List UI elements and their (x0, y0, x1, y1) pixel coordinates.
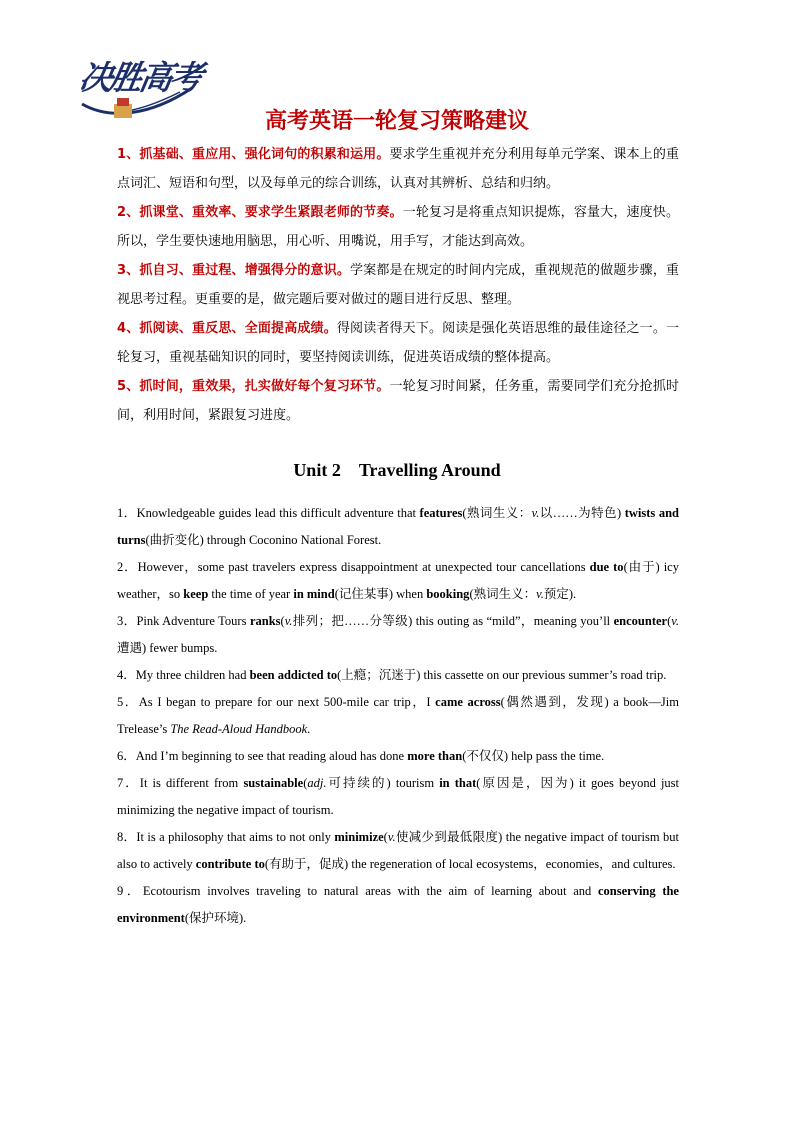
tip-lead: 2、抓课堂、重效率、要求学生紧跟老师的节奏。 (117, 205, 403, 220)
sentence-item (117, 662, 679, 689)
sentence-text: . (307, 722, 311, 736)
key-phrase: came across (435, 695, 501, 709)
sentence-text: 使减少到最低限度) the negative impact of tourism but also to actively (117, 830, 679, 871)
sentence-item (117, 689, 679, 743)
sentence-text: (不仅仅) help pass the time. (462, 749, 605, 763)
tip-item (117, 372, 679, 430)
italic-text: v. (536, 587, 544, 601)
sentence-item (117, 500, 679, 554)
tip-body: 得阅读者得天下。阅读是强化英语思维的最佳途径之一。一轮复习，重视基础知识的同时，要坚持阅读训练，促进英语成绩的整体提高。 (117, 321, 679, 365)
sentence-item (117, 878, 679, 932)
sentence-text: 6．And I’m beginning to see that reading aloud has done (117, 749, 408, 763)
sentence-text: (由于) icy weather，so (117, 560, 679, 601)
key-phrase: due to (589, 560, 624, 574)
sentence-text: 8．It is a philosophy that aims to not only (117, 830, 335, 844)
key-phrase: contribute to (195, 857, 265, 871)
key-phrase: booking (426, 587, 470, 601)
italic-text: v. (284, 614, 293, 628)
sentence-text: ( (303, 776, 308, 790)
logo-wordmark: 决胜高考 (76, 58, 204, 97)
unit-title: Unit 2 Travelling Around (293, 460, 501, 480)
sentence-text: the time of year (208, 587, 294, 601)
italic-text: adj. (307, 776, 327, 790)
sentence-item (117, 770, 679, 824)
sentence-text: ( (383, 830, 388, 844)
sentence-text: 7．It is different from (117, 776, 244, 790)
key-phrase: sustainable (243, 776, 304, 790)
sentence-text: (原因是，因为) it goes beyond just minimizing the negative impact of tourism. (117, 776, 680, 817)
sentence-text: (熟词生义： (462, 506, 532, 520)
tip-lead: 3、抓自习、重过程、增强得分的意识。 (117, 263, 351, 278)
sentence-text: (保护环境). (184, 911, 247, 925)
key-phrase: encounter (613, 614, 668, 628)
key-phrase: ranks (249, 614, 281, 628)
key-phrase: minimize (334, 830, 384, 844)
sentence-item (117, 743, 679, 770)
sentence-text: (熟词生义： (469, 587, 537, 601)
italic-text: v. (531, 506, 540, 520)
sentence-text: 预定). (543, 587, 577, 601)
sentence-text: 4．My three children had (117, 668, 250, 682)
tip-item (117, 140, 679, 198)
italic-text: The Read-Aloud Handbook (170, 722, 308, 736)
sentence-text: ( (667, 614, 672, 628)
sentence-text: 5．As I began to prepare for our next 500-mile car trip，I (117, 695, 436, 709)
sentence-text: (曲折变化) through Coconino National Forest. (145, 533, 382, 547)
tip-item (117, 256, 679, 314)
key-phrase: conserving the environment (117, 884, 679, 925)
tip-lead: 1、抓基础、重应用、强化词句的积累和运用。 (117, 147, 390, 162)
sentence-text: ( (280, 614, 285, 628)
sentence-text: 1．Knowledgeable guides lead this difficult adventure that (117, 506, 420, 520)
key-phrase: twists and turns (117, 506, 679, 547)
tip-item (117, 314, 679, 372)
key-phrase: keep (183, 587, 209, 601)
tip-body: 一轮复习时间紧，任务重，需要同学们充分抢抓时间，利用时间，紧跟复习进度。 (117, 379, 679, 423)
tip-body: 要求学生重视并充分利用每单元学案、课本上的重点词汇、短语和句型，以及每单元的综合训练，认真对其辨析、总结和归纳。 (117, 147, 679, 191)
strategy-tips (117, 140, 679, 430)
sentence-text: (有助于，促成) the regeneration of local ecosystems，economies，and cultures. (264, 857, 676, 871)
key-phrase: more than (407, 749, 463, 763)
sentence-text: (记住某事) when (334, 587, 427, 601)
key-phrase: in mind (293, 587, 335, 601)
sentence-text: 以……为特色) (539, 506, 625, 520)
sentence-text: 可持续的) tourism (326, 776, 440, 790)
italic-text: v. (671, 614, 680, 628)
sentence-list (117, 500, 679, 932)
sentence-item (117, 608, 679, 662)
sentence-text: 9．Ecotourism involves traveling to natural areas with the aim of learning about and (117, 884, 598, 898)
sentence-text: (上瘾；沉迷于) this cassette on our previous summer’s road trip. (337, 668, 667, 682)
sentence-item (117, 824, 679, 878)
page-title: 高考英语一轮复习策略建议 (264, 109, 529, 134)
tip-body: 一轮复习是将重点知识提炼，容量大，速度快。所以，学生要快速地用脑思，用心听、用嘴说，用手写，才能达到高效。 (117, 205, 679, 249)
sentence-text: (偶然遇到，发现) a book—Jim Trelease’s (117, 695, 679, 736)
italic-text: v. (387, 830, 396, 844)
tip-body: 学案都是在规定的时间内完成，重视规范的做题步骤，重视思考过程。更重要的是，做完题后要对做过的题目进行反思、整理。 (117, 263, 679, 307)
sentence-text: 排列；把……分等级) this outing as “mild”，meaning you’ll (292, 614, 614, 628)
tip-lead: 5、抓时间，重效果，扎实做好每个复习环节。 (117, 379, 390, 394)
tip-item (117, 198, 679, 256)
key-phrase: in that (439, 776, 477, 790)
key-phrase: features (419, 506, 463, 520)
sentence-item (117, 554, 679, 608)
key-phrase: been addicted to (249, 668, 338, 682)
tip-lead: 4、抓阅读、重反思、全面提高成绩。 (117, 321, 337, 336)
sentence-text: 3．Pink Adventure Tours (117, 614, 250, 628)
sentence-text: 2．However，some past travelers express disappointment at unexpected tour cancellations (117, 560, 590, 574)
sentence-text: 遭遇) fewer bumps. (117, 641, 218, 655)
